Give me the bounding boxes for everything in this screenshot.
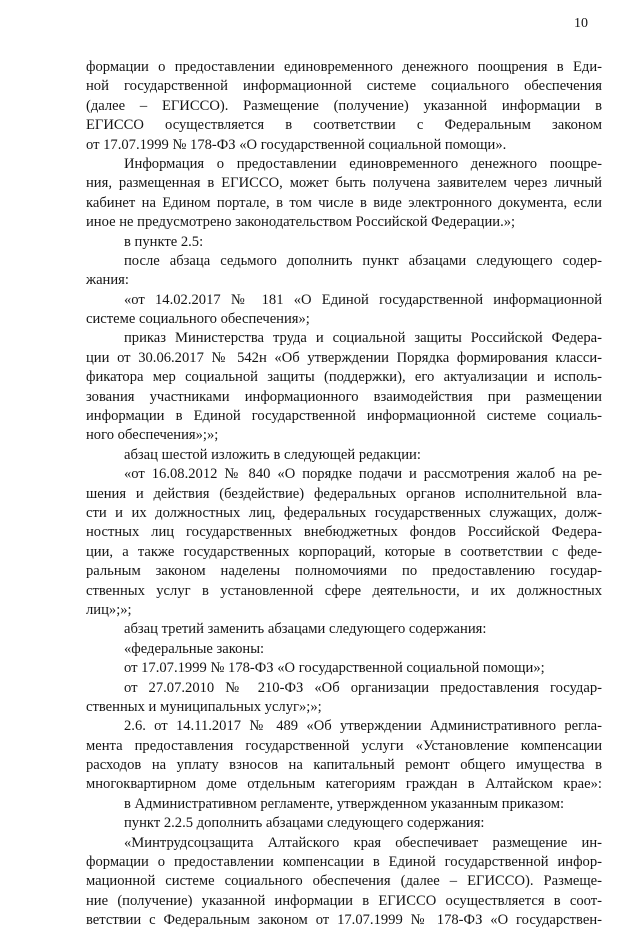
text-line: ного обеспечения»;»; bbox=[86, 427, 219, 444]
text-line: сти и их должностных лиц, федеральных государственных служащих, долж- bbox=[86, 504, 602, 521]
document-body bbox=[86, 58, 602, 931]
text-line: кабинет на Едином портале, в том числе в виде электронного документа, если bbox=[86, 194, 602, 211]
text-line: ностных лиц государственных внебюджетных фондов Российской Федера- bbox=[86, 524, 602, 541]
text-line: расходов на уплату взносов на капитальный ремонт общего имущества в bbox=[86, 757, 602, 774]
text-line: мационной системе социального обеспечения (далее – ЕГИССО). Размеще- bbox=[86, 873, 602, 890]
text-line: системе социального обеспечения»; bbox=[86, 311, 310, 328]
text-line: «федеральные законы: bbox=[124, 640, 265, 657]
text-line: пункт 2.2.5 дополнить абзацами следующего содержания: bbox=[124, 815, 485, 832]
text-line: ственных и муниципальных услуг»;»; bbox=[86, 698, 322, 715]
text-line: информации в Единой государственной информационной системе социаль- bbox=[86, 408, 602, 425]
text-line: ветствии с Федеральным законом от 17.07.1999 № 178-ФЗ «О государствен- bbox=[86, 912, 602, 929]
text-line: «Минтрудсоцзащита Алтайского края обеспечивает размещение ин- bbox=[124, 834, 602, 851]
text-line: после абзаца седьмого дополнить пункт абзацами следующего содер- bbox=[124, 252, 602, 269]
text-line: ции от 30.06.2017 № 542н «Об утверждении Порядка формирования класси- bbox=[86, 349, 602, 366]
text-line: формации о предоставлении единовременного денежного поощрения в Еди- bbox=[86, 59, 602, 75]
text-line: 2.6. от 14.11.2017 № 489 «Об утверждении Административного регла- bbox=[124, 718, 602, 735]
text-line: жания: bbox=[86, 272, 129, 289]
text-line: формации о предоставлении компенсации в Единой государственной инфор- bbox=[86, 854, 602, 871]
text-line: ной государственной информационной системе социального обеспечения bbox=[86, 78, 602, 95]
text-line: ственных услуг в установленной сфере деятельности, и их должностных bbox=[86, 582, 602, 599]
text-line: (далее – ЕГИССО). Размещение (получение) указанной информации в bbox=[86, 97, 602, 114]
text-line: ции, а также государственных корпораций, которые в соответствии с феде- bbox=[86, 543, 602, 560]
text-line: фикатора мер социальной защиты (поддержки), его актуализации и исполь- bbox=[86, 369, 602, 386]
text-line: ния, размещенная в ЕГИССО, может быть получена заявителем через личный bbox=[86, 175, 602, 192]
text-line: от 17.07.1999 № 178-ФЗ «О государственной социальной помощи». bbox=[86, 136, 507, 153]
text-line: «от 16.08.2012 № 840 «О порядке подачи и рассмотрения жалоб на ре- bbox=[124, 466, 602, 483]
text-line: ральным законом наделены полномочиями по предоставлению государ- bbox=[86, 563, 602, 580]
text-line: ние (получение) указанной информации в ЕГИССО осуществляется в соот- bbox=[86, 892, 602, 909]
text-line: иное не предусмотрено законодательством Российской Федерации.»; bbox=[86, 214, 516, 231]
text-line: абзац шестой изложить в следующей редакции: bbox=[124, 446, 421, 463]
text-line: зования участниками информационного взаимодействия при размещении bbox=[86, 388, 602, 405]
text-line: «от 14.02.2017 № 181 «О Единой государственной информационной bbox=[124, 291, 602, 308]
text-line: ЕГИССО осуществляется в соответствии с Федеральным законом bbox=[86, 117, 602, 134]
text-line: Информация о предоставлении единовременного денежного поощре- bbox=[124, 155, 602, 172]
text-line: в пункте 2.5: bbox=[124, 233, 204, 250]
text-line: от 27.07.2010 № 210-ФЗ «Об организации предоставления государ- bbox=[124, 679, 602, 696]
text-line: приказ Министерства труда и социальной защиты Российской Федера- bbox=[124, 330, 602, 347]
page-number: 10 bbox=[574, 16, 588, 31]
text-line: лиц»;»; bbox=[86, 601, 132, 618]
text-line: от 17.07.1999 № 178-ФЗ «О государственной социальной помощи»; bbox=[124, 660, 545, 677]
text-line: в Административном регламенте, утвержденном указанным приказом: bbox=[124, 795, 565, 812]
text-line: абзац третий заменить абзацами следующего содержания: bbox=[124, 621, 487, 638]
text-line: многоквартирном доме отдельным категориям граждан в Алтайском крае»: bbox=[86, 776, 602, 793]
text-line: мента предоставления государственной услуги «Установление компенсации bbox=[86, 737, 602, 754]
text-line: шения и действия (бездействие) федеральных органов исполнительной вла- bbox=[86, 485, 602, 502]
